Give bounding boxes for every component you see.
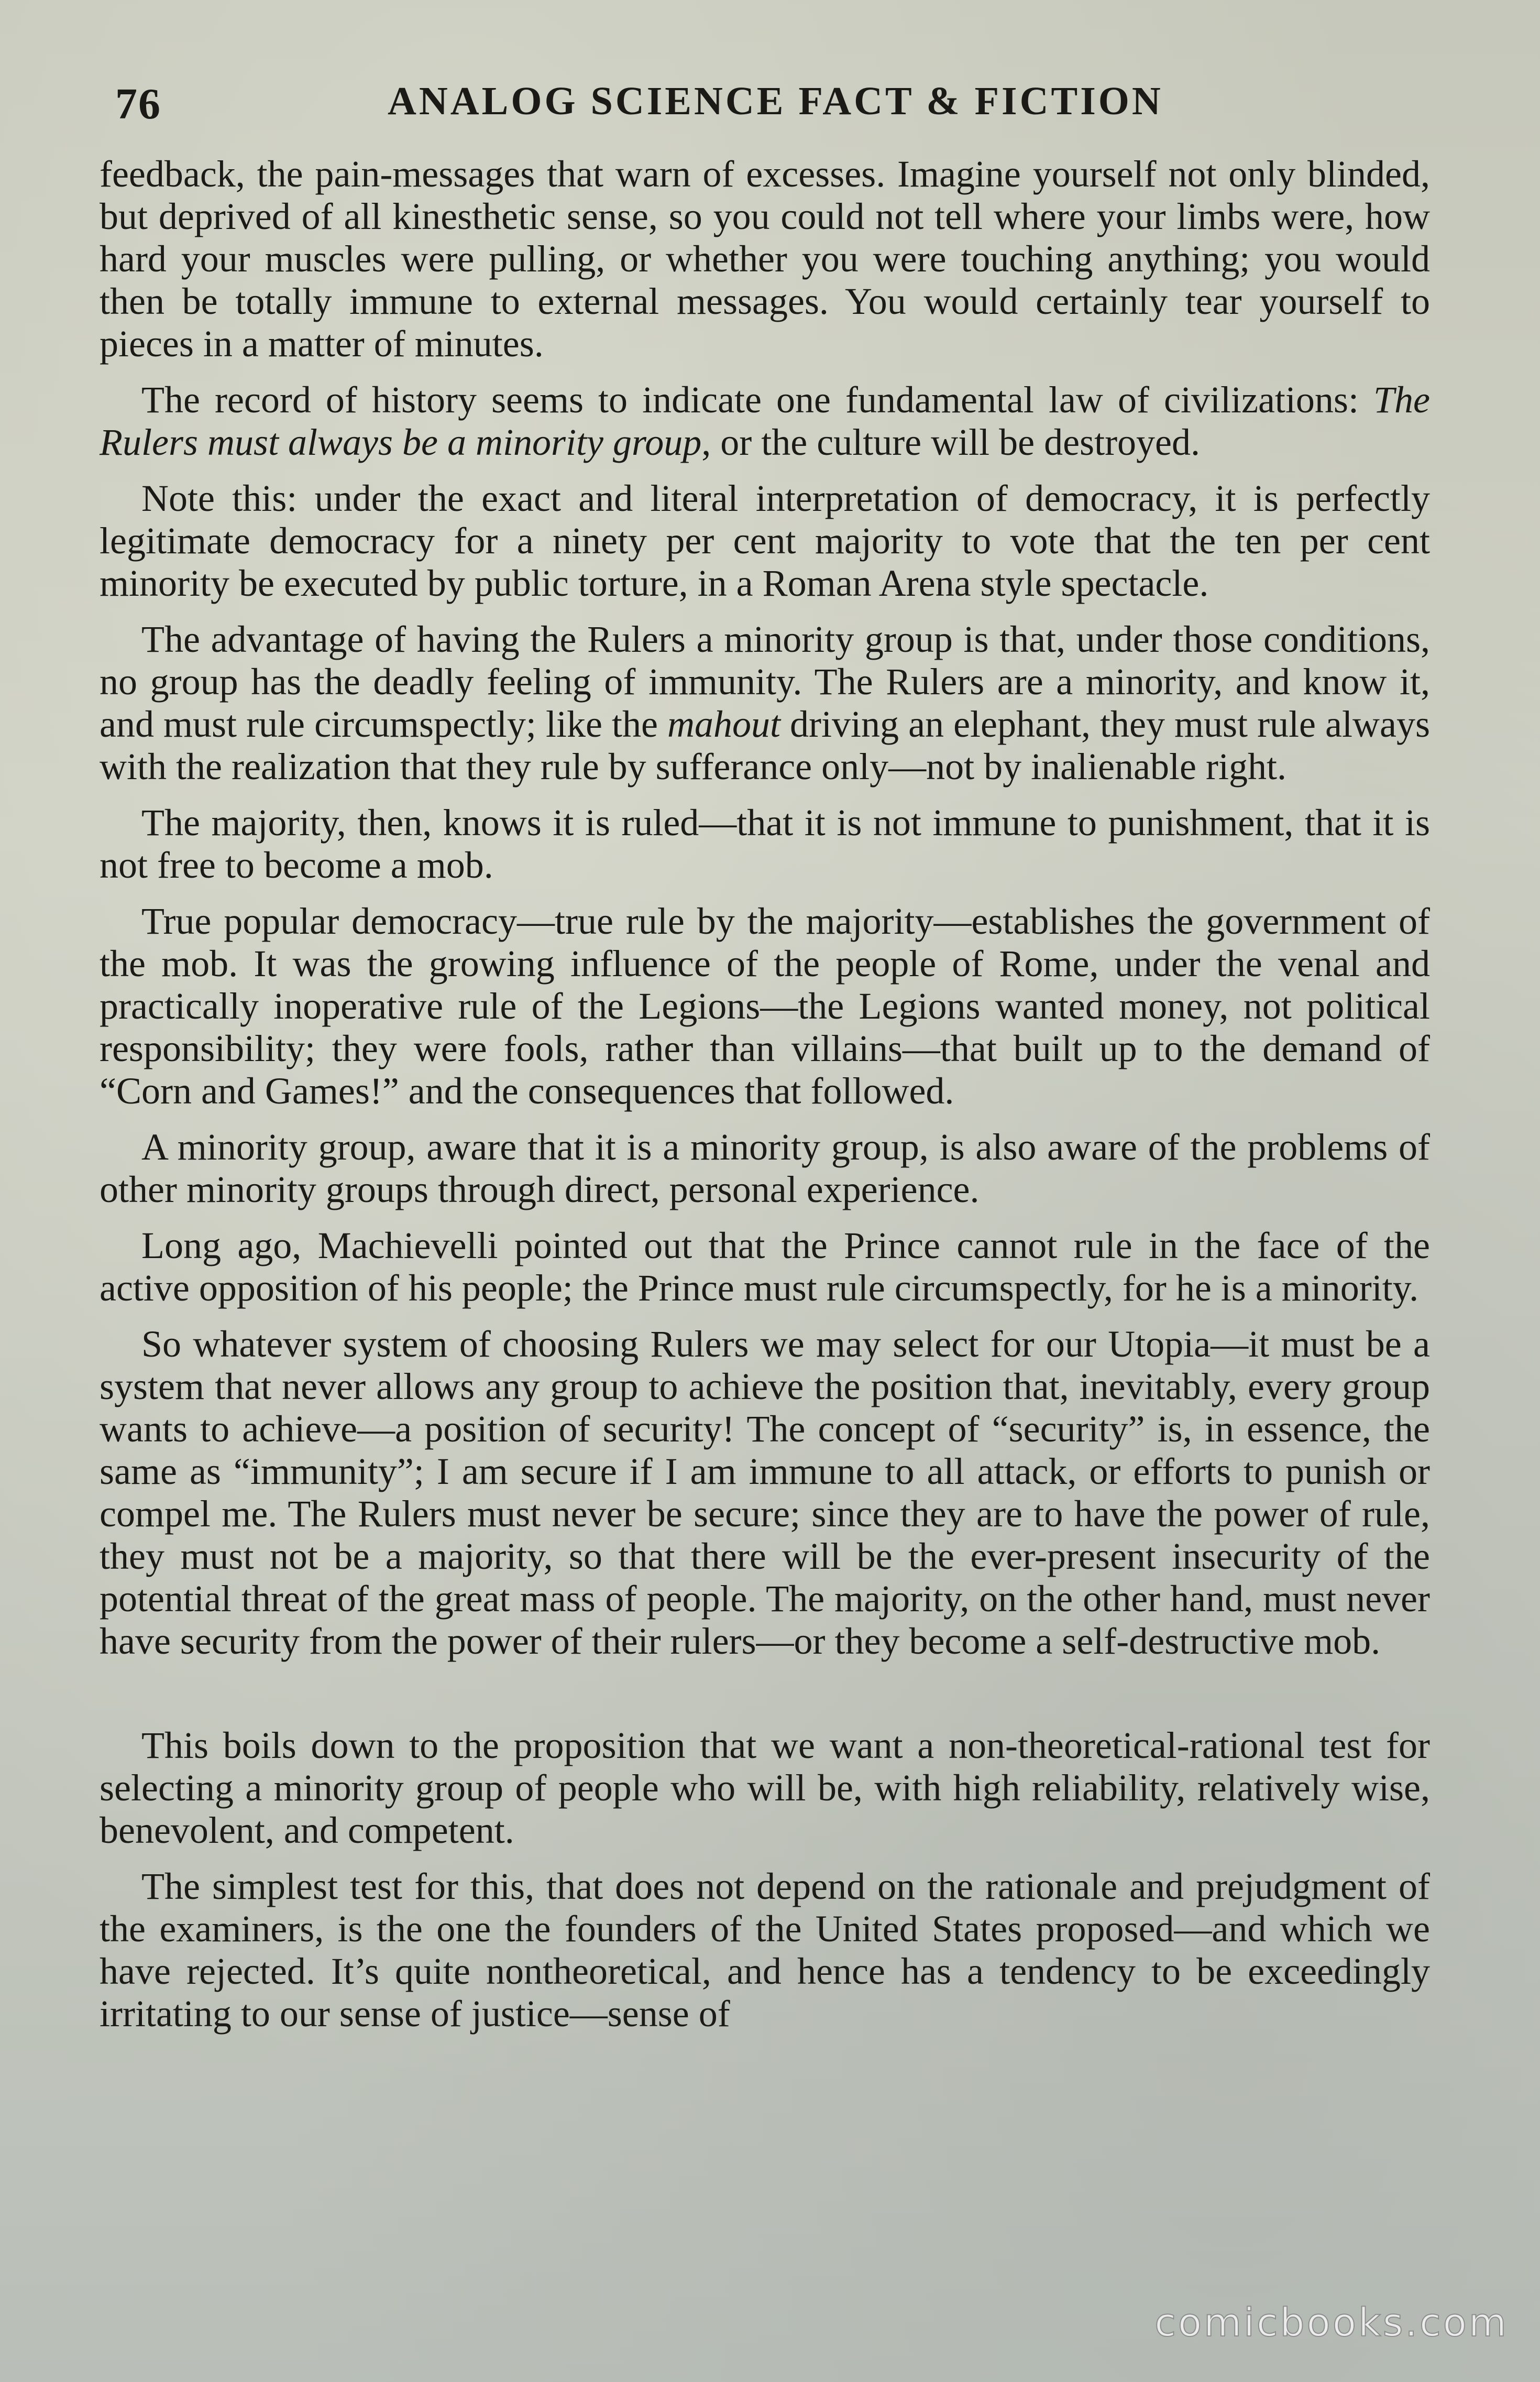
page-header bbox=[115, 79, 1435, 147]
page-number: 76 bbox=[115, 80, 161, 128]
paragraph-11-text: The simplest test for this, that does not depend on the rationale and prejudgment of the examiners, is the one the founders of the United States proposed—and which we have rejected. It’s quite nontheoretical, and hence has a tendency to be exceedingly irritating to our sense of justice—sense of bbox=[100, 1865, 1430, 2035]
article-body bbox=[100, 153, 1430, 2049]
paragraph-9-text: So whatever system of choosing Rulers we may select for our Utopia—it must be a system that never allows any group to achieve the position that, inevitably, every group wants to achieve—a position of security! The concept of “security” is, in essence, the same as “immunity”; I am secure if I am immune to all attack, or efforts to punish or compel me. The Rulers must never be secure; since they are to have the power of rule, they must not be a majority, so that there will be the ever-present insecurity of the potential threat of the great mass of people. The majority, on the other hand, must never have security from the power of their rulers—or they become a self-destructive mob. bbox=[100, 1323, 1430, 1662]
paragraph-7-text: A minority group, aware that it is a minority group, is also aware of the problems of other minority groups through direct, personal experience. bbox=[100, 1126, 1430, 1210]
paragraph-6-text: True popular democracy—true rule by the majority—establishes the government of the mob. It was the growing influence of the people of Rome, under the venal and practically inoperative rule of the Legions—the Legions wanted money, not political responsibility; they were fools, rather than villains—that built up to the demand of “Corn and Games!” and the consequences that followed. bbox=[100, 900, 1430, 1112]
paragraph-5-text: The majority, then, knows it is ruled—that it is not immune to punishment, that it is not free to become a mob. bbox=[100, 802, 1430, 886]
paragraph-10 bbox=[100, 1724, 1430, 1852]
paragraph-4-text-end: driving an elephant, they must rule always with the realization that they rule by sufferance only—not by inalienable right. bbox=[100, 703, 1430, 788]
watermark-logo: comicbooks.com bbox=[1154, 2300, 1509, 2345]
paragraph-8-text: Long ago, Machievelli pointed out that the Prince cannot rule in the face of the active opposition of his people; the Prince must rule circumspectly, for he is a minority. bbox=[100, 1225, 1430, 1309]
running-head: ANALOG SCIENCE FACT & FICTION bbox=[388, 79, 1163, 123]
paragraph-3-text: Note this: under the exact and literal interpretation of democracy, it is perfectly legitimate democracy for a ninety per cent majority to vote that the ten per cent minority be executed by public torture, in a Roman Arena style spectacle. bbox=[100, 477, 1430, 604]
paragraph-3 bbox=[100, 477, 1430, 605]
paragraph-1 bbox=[100, 153, 1430, 365]
paragraph-6 bbox=[100, 900, 1430, 1112]
paragraph-5 bbox=[100, 802, 1430, 887]
paragraph-2 bbox=[100, 379, 1430, 464]
paragraph-1-text: feedback, the pain-messages that warn of excesses. Imagine yourself not only blinded, but deprived of all kinesthetic sense, so you could not tell where your limbs were, how hard your muscles were pulling, or whether you were touching anything; you would then be totally immune to external messages. You would certainly tear yourself to pieces in a matter of minutes. bbox=[100, 153, 1430, 365]
paragraph-4-italic: mahout bbox=[667, 703, 780, 745]
paragraph-11 bbox=[100, 1865, 1430, 2035]
paragraph-10-text: This boils down to the proposition that we want a non-theoretical-rational test for selecting a minority group of people who will be, with high reliability, relatively wise, benevolent, and competent. bbox=[100, 1724, 1430, 1851]
paragraph-2-italic: The Rulers must always be a minority group bbox=[100, 379, 1430, 463]
paragraph-2-text: The record of history seems to indicate one fundamental law of civilizations: bbox=[141, 379, 1373, 421]
paragraph-8 bbox=[100, 1225, 1430, 1309]
paragraph-4 bbox=[100, 618, 1430, 788]
paragraph-7 bbox=[100, 1126, 1430, 1211]
paragraph-9 bbox=[100, 1323, 1430, 1663]
paragraph-2-text-end: , or the culture will be destroyed. bbox=[701, 421, 1201, 463]
paragraph-4-text: The advantage of having the Rulers a minority group is that, under those conditions, no group has the deadly feeling of immunity. The Rulers are a minority, and know it, and must rule circumspectly; like the bbox=[100, 618, 1430, 745]
section-break bbox=[100, 1676, 1430, 1724]
